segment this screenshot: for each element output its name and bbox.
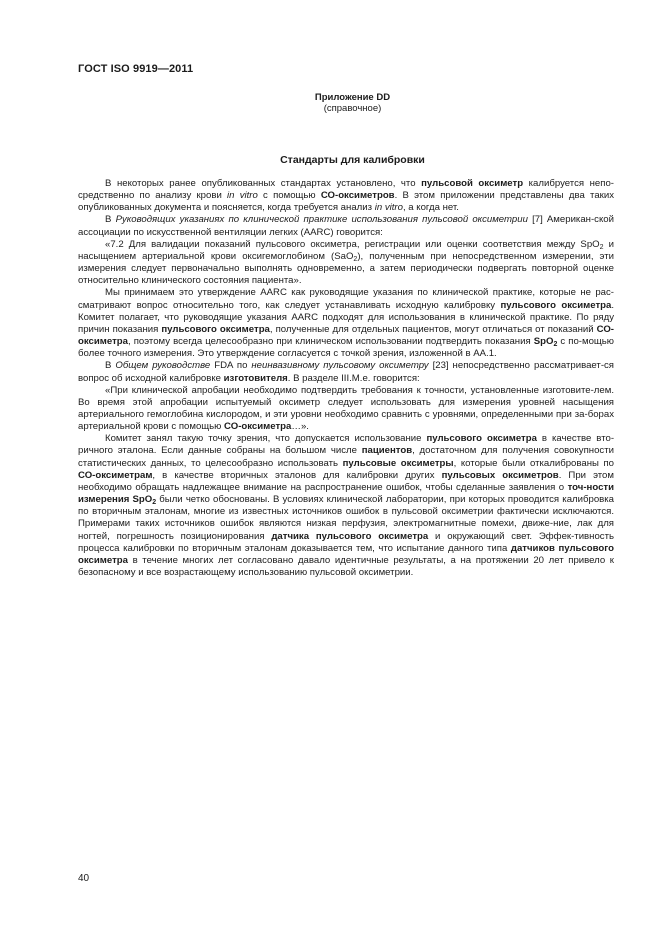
text: Мы принимаем это утверждение AARC как руководящие указания по клинической практике, которые не рас-сматривают вопрос относительно того, как следует устанавливать исходную калибровку xyxy=(78,287,614,311)
paragraph-1 xyxy=(78,178,614,214)
subscript: 2 xyxy=(152,499,157,507)
text: ), полученным при непосредственном измерении, эти измерения следует первоначально выполнять одновременно, а затем периодически подвергать повторной оценке относительно клинического состояния пациента». xyxy=(78,250,614,287)
reference-title: Руководящих указаниях по клинической практике использования пульсовой оксиметрии xyxy=(115,214,528,226)
term: датчиков пульсового оксиметра xyxy=(78,542,614,566)
reference-title: неинвазивному пульсовому оксиметру xyxy=(251,360,429,372)
term: пациентов xyxy=(361,445,413,457)
text: [7] Американ-ской ассоциации по искусственной вентиляции легких (AARC) говорится: xyxy=(78,214,614,238)
term: СО-оксиметра xyxy=(224,421,292,433)
text: , в качестве вторичных эталонов для калибровки других xyxy=(152,469,442,481)
text: с по-мощью более точного измерения. Это утверждение согласуется с точкой зрения, изложенной в АА.1. xyxy=(78,336,614,360)
term-italic: in vitro xyxy=(227,190,258,202)
subscript: 2 xyxy=(553,341,558,349)
text: , полученные для отдельных пациентов, могут отличаться от показаний xyxy=(269,323,597,335)
paragraph-6-quote xyxy=(78,385,614,434)
text: Комитет занял такую точку зрения, что допускается использование xyxy=(105,433,427,445)
term: пульсового оксиметра xyxy=(161,323,270,335)
text: , достаточном для получения совокупности статистических данных, то целесообразно использовать xyxy=(78,445,614,469)
text: , которые были откалиброваны по xyxy=(453,457,614,469)
text: В xyxy=(105,214,116,226)
subscript: 2 xyxy=(599,243,604,251)
document-header: ГОСТ ISO 9919—2011 xyxy=(78,63,194,75)
text: были четко обоснованы. В условиях клинической лаборатории, при которых проводится калибровка по вторичным эталонам, многие из известных источников ошибок в пульсовой оксиметрии фактически исключаются. Примерами таких источников ошибок являются низкая перфузия, электромагнитные помехи, движе-ние, лак для ногтей, погрешность позиционирования xyxy=(78,494,614,542)
page-number: 40 xyxy=(78,873,90,884)
paragraph-5 xyxy=(78,360,614,384)
text: и насыщением артериальной крови оксигемоглобином (SaO xyxy=(78,238,614,262)
text: . В разделе III.M.е. говорится: xyxy=(287,372,420,384)
term: датчика пульсового оксиметра xyxy=(271,530,429,542)
appendix-title: Приложение DD xyxy=(314,92,391,103)
paragraph-3-quote xyxy=(78,239,614,288)
term: SpO xyxy=(533,336,554,348)
text: [23] непосредственно рассматривает-ся вопрос об исходной калибровке xyxy=(78,360,615,384)
text: . Комитет полагает, что руководящие указания AARC подходят для использования в клинической практике. По ряду причин показания xyxy=(78,299,615,335)
paragraph-2 xyxy=(78,214,614,238)
text: с помощью xyxy=(257,190,321,202)
text: в качестве вто-ричного эталона. Если данные собраны на большом числе xyxy=(78,433,615,457)
term: точ-ности измерения SpO xyxy=(78,481,614,506)
text: «При клинической апробации необходимо подтвердить требования к точности, установленные изготовите-лем. Во время этой апробации испытуемый оксиметр следует использовать для измерения уровней насыщения артериального гемоглобина кислородом, и эти уровни необходимо сравнить с уровнями, определенными при за-борах артериальной крови с помощью xyxy=(78,384,614,433)
appendix-subtitle: (справочное) xyxy=(323,103,382,114)
term: пульсовые оксиметры xyxy=(342,457,454,469)
text: FDA по xyxy=(210,360,252,372)
term-italic: in vitro xyxy=(374,202,403,214)
paragraph-4 xyxy=(78,287,614,360)
text: . В этом приложении представлены два таких опубликованных документа и поясняется, когда требуется анализ xyxy=(78,190,615,214)
term: СО-оксиметра xyxy=(78,323,614,348)
text: , а когда нет. xyxy=(402,202,459,214)
text: . При этом необходимо обращать надлежащее внимание на распространение ошибок, чтобы сделанные заявления о xyxy=(78,469,614,493)
text: «7.2 Для валидации показаний пульсового оксиметра, регистрации или оценки соответствия между SpO xyxy=(105,238,600,250)
term: пульсового оксиметра xyxy=(500,299,612,311)
text: и окружающий свет. Эффек-тивность процесса калибровки по вторичным эталонам доказывается тем, что испытание данного типа xyxy=(78,530,614,554)
text: в течение многих лет согласовано давало идентичные результаты, а на протяжении 20 лет привело к безопасному и все возрастающему использованию пульсовой оксиметрии. xyxy=(78,554,614,578)
body-text xyxy=(78,178,614,579)
text: …». xyxy=(291,421,309,433)
text: В некоторых ранее опубликованных стандартах установлено, что xyxy=(105,178,422,189)
reference-title: Общем руководстве xyxy=(115,360,211,372)
paragraph-7 xyxy=(78,433,614,579)
text: , поэтому всегда целесообразно при клиническом использовании подтвердить показания xyxy=(127,336,534,348)
term: изготовителя xyxy=(223,372,288,384)
term: пульсового оксиметра xyxy=(426,433,537,445)
term: СО-оксиметрам xyxy=(78,469,153,481)
section-title: Стандарты для калибровки xyxy=(280,154,425,166)
subscript: 2 xyxy=(353,255,358,263)
text: В xyxy=(105,360,116,372)
term: пульсовых оксиметров xyxy=(441,469,559,481)
term: СО-оксиметров xyxy=(320,190,395,202)
text: калибруется непо-средственно по анализу крови xyxy=(78,178,614,202)
term: пульсовой оксиметр xyxy=(421,178,524,189)
